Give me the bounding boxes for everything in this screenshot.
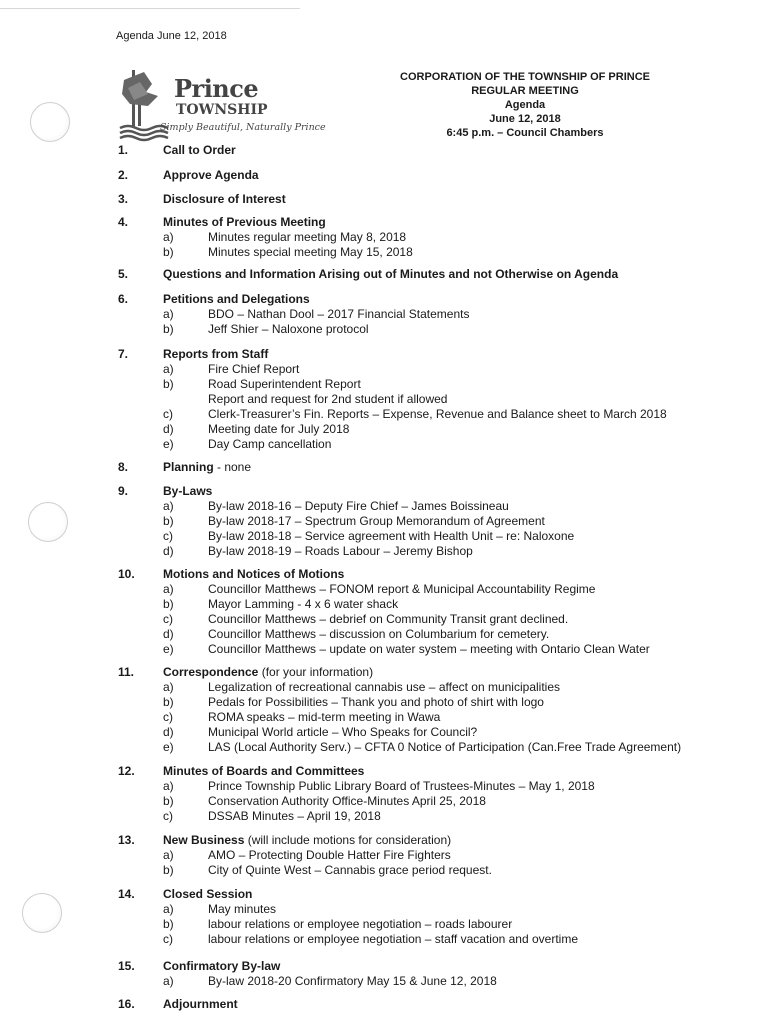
item-label: a) (163, 848, 174, 862)
item-label: b) (163, 322, 174, 336)
item-label: b) (163, 377, 174, 391)
section-number: 14. (118, 887, 135, 901)
item-text: City of Quinte West – Cannabis grace period request. (208, 863, 492, 877)
section-title-text: By-Laws (163, 484, 213, 498)
section-number: 10. (118, 567, 135, 581)
item-text: Councillor Matthews – FONOM report & Municipal Accountability Regime (208, 582, 596, 596)
township-logo (118, 66, 328, 142)
item-text: Minutes special meeting May 15, 2018 (208, 245, 413, 259)
item-label: c) (163, 932, 173, 946)
section-title-note: (will include motions for consideration) (244, 833, 452, 847)
logo-tagline: Simply Beautiful, Naturally Prince (160, 122, 326, 133)
section-title (163, 192, 286, 207)
section-title-text: Adjournment (163, 997, 238, 1011)
section-title (163, 292, 310, 307)
section-title-note: - none (213, 460, 252, 474)
corporation-heading-line: Agenda (504, 99, 546, 111)
section-number: 16. (118, 997, 135, 1011)
section-title (163, 484, 212, 499)
item-text: Clerk-Treasurer’s Fin. Reports – Expense, Revenue and Balance sheet to March 2018 (208, 407, 667, 421)
section-title (163, 215, 326, 230)
section-title-text: Planning (163, 460, 214, 474)
section-title (163, 764, 364, 779)
item-text: LAS (Local Authority Serv.) – CFTA 0 Notice of Participation (Can.Free Trade Agreement) (208, 740, 682, 754)
item-text: By-law 2018-19 – Roads Labour – Jeremy Bishop (208, 544, 473, 558)
section-title-text: New Business (163, 833, 245, 847)
item-label: e) (163, 437, 174, 451)
item-label: d) (163, 544, 174, 558)
binder-hole-top (30, 102, 70, 142)
item-label: b) (163, 245, 174, 259)
item-label: b) (163, 514, 174, 528)
item-label: a) (163, 974, 174, 988)
item-label: a) (163, 362, 174, 376)
item-label: a) (163, 582, 174, 596)
section-title-text: Questions and Information Arising out of Minutes and not Otherwise on Agenda (163, 267, 619, 281)
section-number: 3. (118, 192, 129, 206)
binder-hole-bottom (22, 893, 62, 933)
item-text: By-law 2018-17 – Spectrum Group Memorandum of Agreement (208, 514, 545, 528)
item-label: a) (163, 499, 174, 513)
section-title (163, 267, 618, 282)
section-number: 15. (118, 959, 135, 973)
item-text: Jeff Shier – Naloxone protocol (208, 322, 369, 336)
item-text: Day Camp cancellation (208, 437, 332, 451)
corporation-heading (380, 70, 670, 140)
item-text: labour relations or employee negotiation – roads labourer (208, 917, 513, 931)
item-text: labour relations or employee negotiation – staff vacation and overtime (208, 932, 579, 946)
item-text: Councillor Matthews – debrief on Community Transit grant declined. (208, 612, 569, 626)
section-title (163, 567, 344, 582)
item-label: a) (163, 902, 174, 916)
section-number: 2. (118, 168, 129, 182)
item-label: b) (163, 695, 174, 709)
logo-name: Prince (174, 74, 259, 103)
section-number: 6. (118, 292, 129, 306)
item-text: By-law 2018-16 – Deputy Fire Chief – James Boissineau (208, 499, 509, 513)
section-number: 11. (118, 665, 135, 679)
section-title (163, 833, 451, 848)
item-text: Mayor Lamming - 4 x 6 water shack (208, 597, 399, 611)
section-title-text: Reports from Staff (163, 347, 269, 361)
corporation-heading-line: June 12, 2018 (489, 113, 561, 125)
item-text: Prince Township Public Library Board of Trustees-Minutes – May 1, 2018 (208, 779, 595, 793)
item-label: a) (163, 307, 174, 321)
section-title (163, 959, 280, 974)
item-label: e) (163, 642, 174, 656)
section-number: 12. (118, 764, 135, 778)
item-text: AMO – Protecting Double Hatter Fire Fighters (208, 848, 451, 862)
section-title-text: Confirmatory By-law (163, 959, 281, 973)
item-text: Meeting date for July 2018 (208, 422, 350, 436)
scan-top-line (0, 8, 300, 9)
item-text: Councillor Matthews – discussion on Columbarium for cemetery. (208, 627, 550, 641)
section-title-note: (for your information) (258, 665, 374, 679)
section-title-text: Disclosure of Interest (163, 192, 286, 206)
page-header-label: Agenda June 12, 2018 (116, 30, 227, 42)
item-label: b) (163, 863, 174, 877)
logo-subname: TOWNSHIP (176, 102, 268, 118)
item-text: DSSAB Minutes – April 19, 2018 (208, 809, 381, 823)
item-label: c) (163, 710, 173, 724)
section-number: 7. (118, 347, 129, 361)
section-title (163, 143, 236, 158)
item-text: Pedals for Possibilities – Thank you and photo of shirt with logo (208, 695, 544, 709)
corporation-heading-line: 6:45 p.m. – Council Chambers (446, 127, 604, 139)
corporation-heading-line: CORPORATION OF THE TOWNSHIP OF PRINCE (400, 71, 650, 83)
section-title (163, 665, 373, 680)
section-title (163, 168, 259, 183)
item-label: e) (163, 740, 174, 754)
item-label: c) (163, 612, 173, 626)
item-label: a) (163, 230, 174, 244)
item-label: b) (163, 917, 174, 931)
section-title-text: Minutes of Boards and Committees (163, 764, 365, 778)
section-title-text: Approve Agenda (163, 168, 259, 182)
item-text: Fire Chief Report (208, 362, 300, 376)
item-text: Municipal World article – Who Speaks for Council? (208, 725, 478, 739)
section-title (163, 347, 268, 362)
section-title (163, 887, 252, 902)
section-title-text: Minutes of Previous Meeting (163, 215, 326, 229)
item-label: a) (163, 680, 174, 694)
section-title-text: Correspondence (163, 665, 259, 679)
section-number: 9. (118, 484, 129, 498)
section-title-text: Closed Session (163, 887, 253, 901)
item-text: Road Superintendent Report (208, 377, 361, 391)
section-title (163, 460, 251, 475)
section-number: 13. (118, 833, 135, 847)
item-label: b) (163, 794, 174, 808)
item-label: c) (163, 809, 173, 823)
item-label: a) (163, 779, 174, 793)
item-label: c) (163, 407, 173, 421)
item-text: Conservation Authority Office-Minutes April 25, 2018 (208, 794, 486, 808)
item-label: d) (163, 627, 174, 641)
item-text: May minutes (208, 902, 277, 916)
section-title-text: Call to Order (163, 143, 236, 157)
section-number: 8. (118, 460, 129, 474)
binder-hole-middle (28, 502, 68, 542)
item-label: c) (163, 529, 173, 543)
item-label: d) (163, 725, 174, 739)
item-text: ROMA speaks – mid-term meeting in Wawa (208, 710, 441, 724)
section-number: 1. (118, 143, 129, 157)
item-text: Legalization of recreational cannabis use – affect on municipalities (208, 680, 560, 694)
item-text: By-law 2018-18 – Service agreement with Health Unit – re: Naloxone (208, 529, 575, 543)
section-number: 5. (118, 267, 129, 281)
section-title-text: Motions and Notices of Motions (163, 567, 345, 581)
item-label: b) (163, 597, 174, 611)
item-text: Councillor Matthews – update on water system – meeting with Ontario Clean Water (208, 642, 650, 656)
section-number: 4. (118, 215, 129, 229)
item-text: BDO – Nathan Dool – 2017 Financial Statements (208, 307, 470, 321)
item-text: Minutes regular meeting May 8, 2018 (208, 230, 407, 244)
item-text: By-law 2018-20 Confirmatory May 15 & June 12, 2018 (208, 974, 497, 988)
item-label: d) (163, 422, 174, 436)
section-title (163, 997, 238, 1012)
section-title-text: Petitions and Delegations (163, 292, 310, 306)
corporation-heading-line: REGULAR MEETING (471, 85, 579, 97)
item-text: Report and request for 2nd student if allowed (208, 392, 448, 406)
